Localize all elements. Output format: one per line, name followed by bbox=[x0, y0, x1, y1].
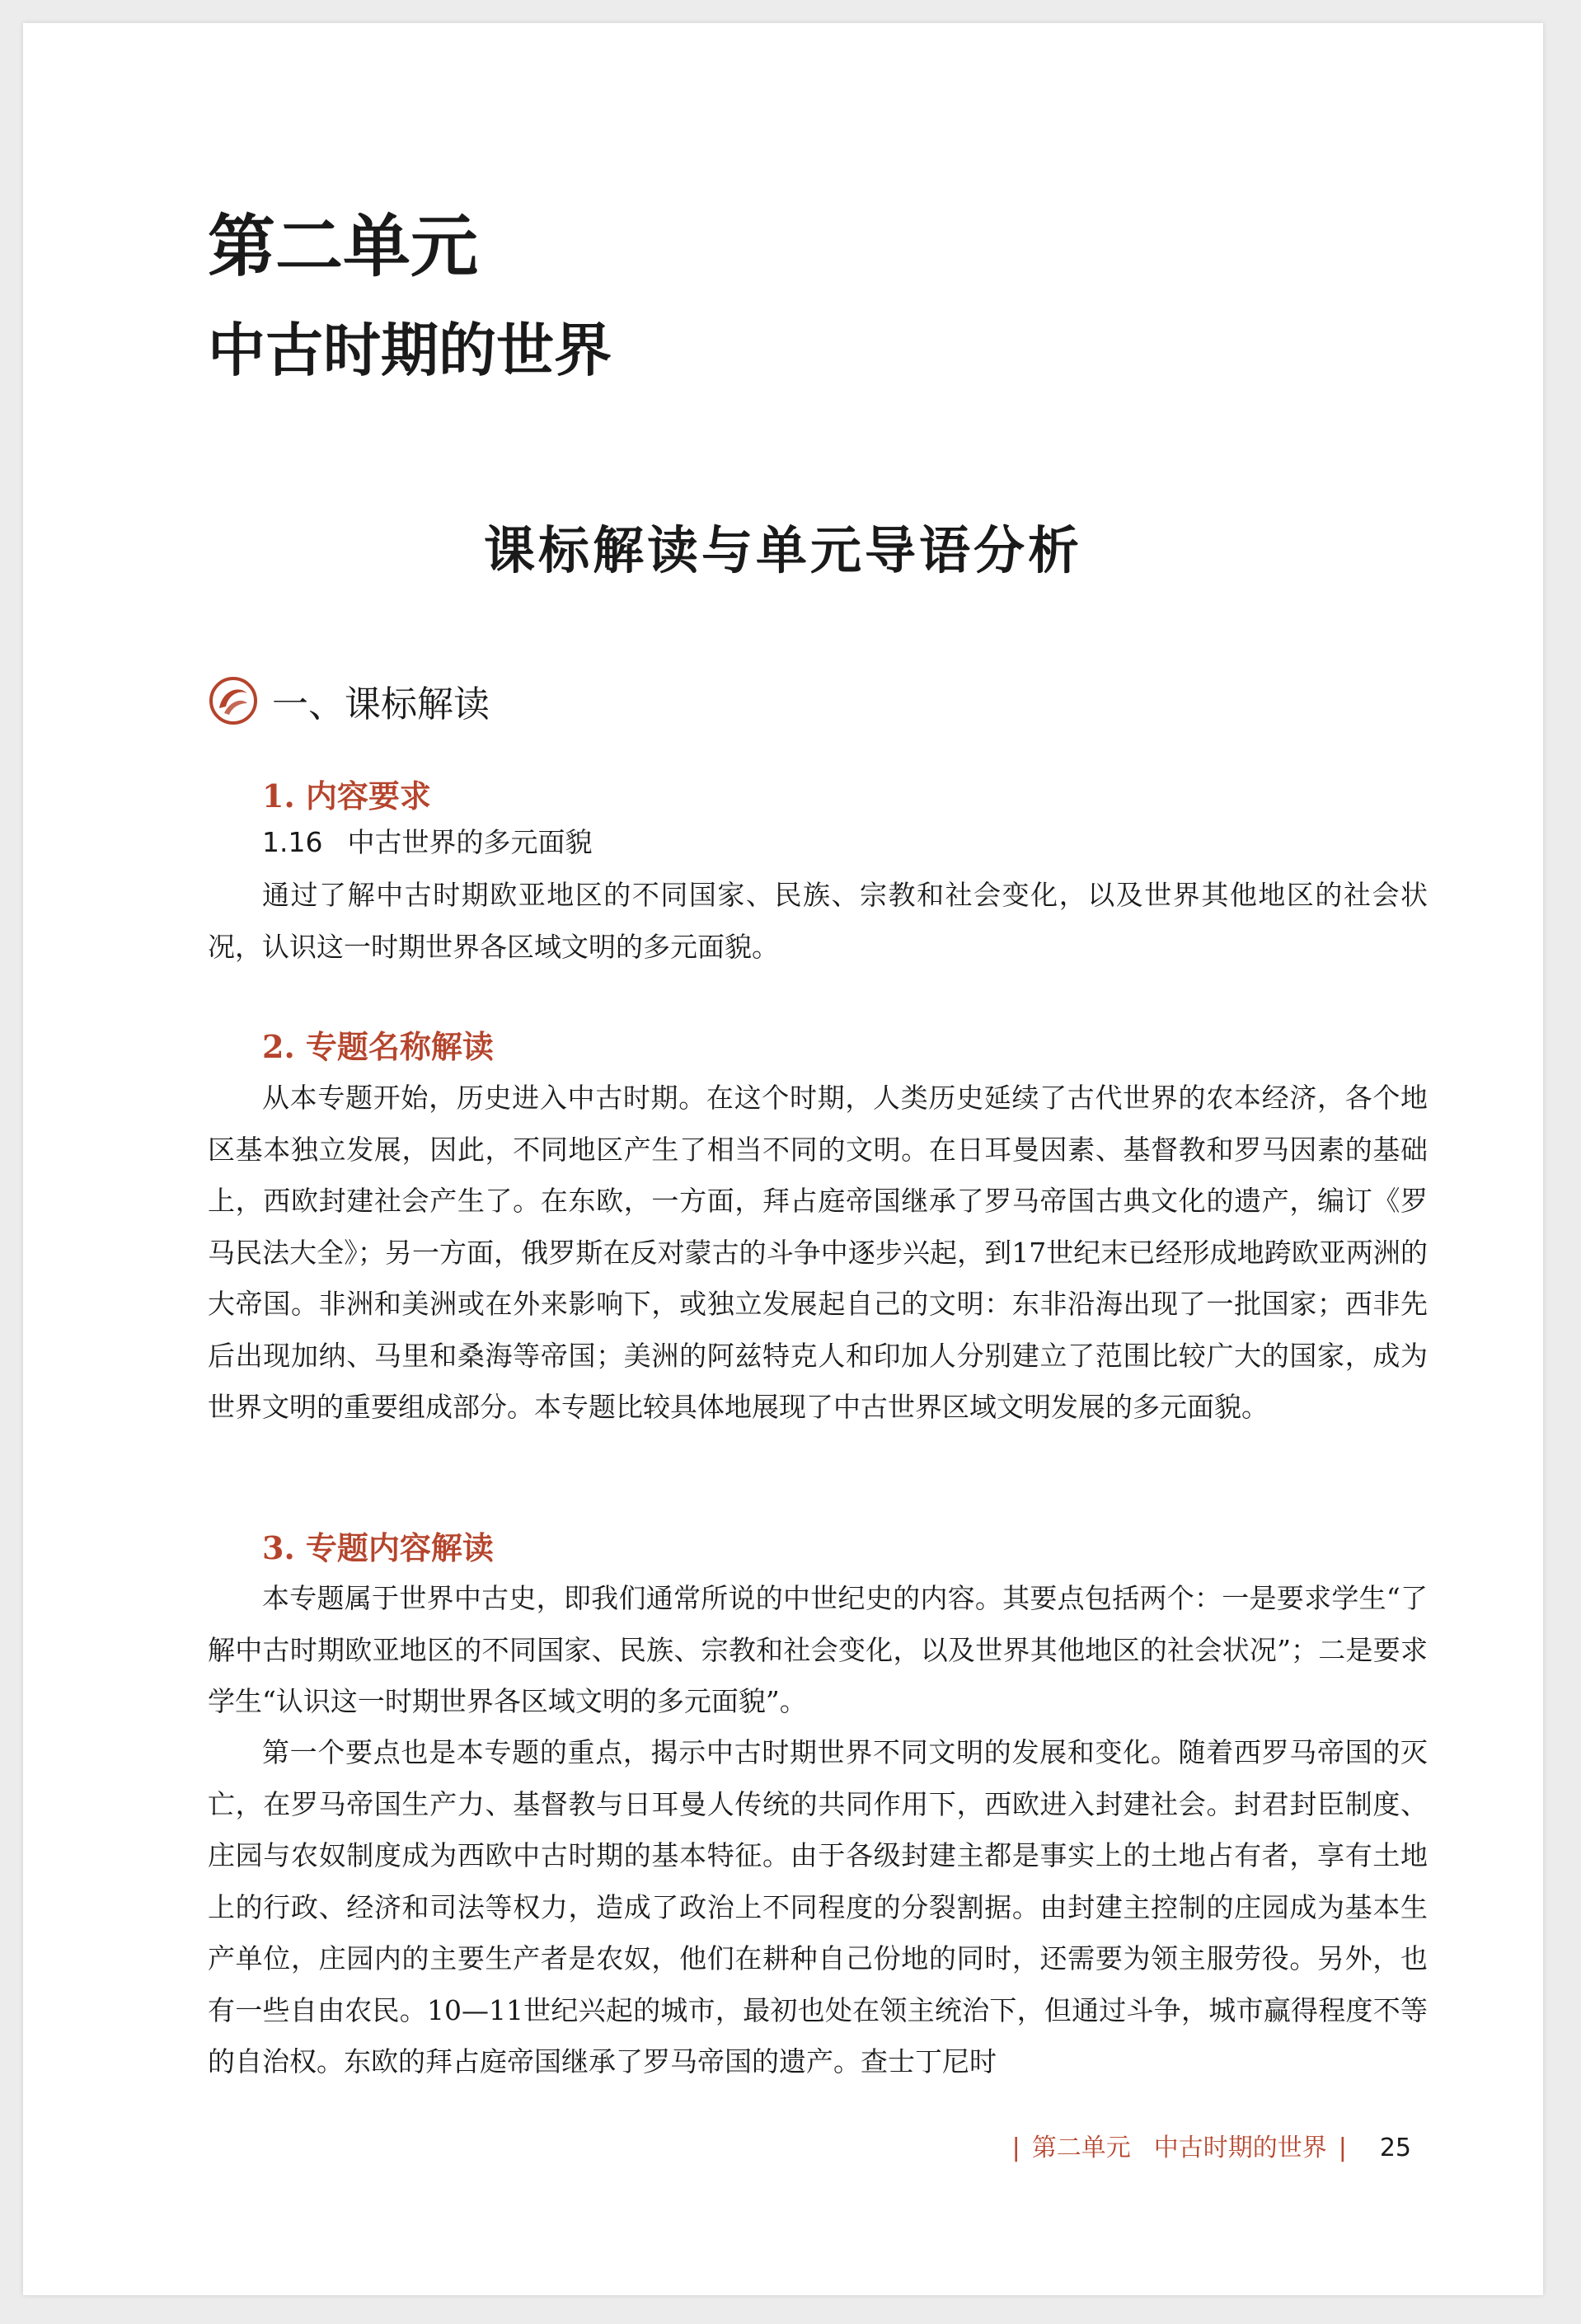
footer-divider: | bbox=[1338, 2134, 1347, 2162]
standard-title: 中古世界的多元面貌 bbox=[347, 826, 593, 858]
document-page bbox=[23, 23, 1543, 2295]
page-number: 25 bbox=[1379, 2134, 1411, 2162]
footer-unit-title: 中古时期的世界 bbox=[1153, 2134, 1327, 2162]
part-heading bbox=[208, 671, 490, 730]
paragraph-topic-name: 从本专题开始，历史进入中古时期。在这个时期，人类历史延续了古代世界的农本经济，各个地区基本独立发展，因此，不同地区产生了相当不同的文明。在日耳曼因素、基督教和罗马因素的基础上，西欧封建社会产生了。在东欧，一方面，拜占庭帝国继承了罗马帝国古典文化的遗产，编订《罗马民法大全》；另一方面，俄罗斯在反对蒙古的斗争中逐步兴起，到17世纪末已经形成地跨欧亚两洲的大帝国。非洲和美洲或在外来影响下，或独立发展起自己的文明：东非沿海出现了一批国家；西非先后出现加纳、马里和桑海等帝国；美洲的阿兹特克人和印加人分别建立了范围比较广大的国家，成为世界文明的重要组成部分。本专题比较具体地展现了中古世界区域文明发展的多元面貌。 bbox=[208, 1082, 1428, 1423]
page-footer bbox=[1001, 2132, 1411, 2165]
swirl-emblem-icon bbox=[208, 675, 259, 726]
part-heading-text: 一、课标解读 bbox=[272, 683, 490, 725]
standard-number: 1.16 bbox=[262, 826, 323, 858]
footer-divider: | bbox=[1011, 2134, 1020, 2162]
unit-label: 第二单元 bbox=[208, 208, 479, 286]
sub-heading-topic-name: 2. 专题名称解读 bbox=[262, 1028, 494, 1065]
sub-heading-content-requirements: 1. 内容要求 bbox=[262, 777, 431, 815]
paragraph-topic-content-1: 本专题属于世界中古史，即我们通常所说的中世纪史的内容。其要点包括两个：一是要求学生“了解中古时期欧亚地区的不同国家、民族、宗教和社会变化，以及世界其他地区的社会状况”；二是要求学生“认识这一时期世界各区域文明的多元面貌”。 bbox=[208, 1582, 1428, 1717]
section-title: 课标解读与单元导语分析 bbox=[483, 520, 1082, 580]
unit-title: 中古时期的世界 bbox=[208, 317, 612, 384]
standard-line bbox=[262, 819, 592, 866]
paragraph-topic-content-2: 第一个要点也是本专题的重点，揭示中古时期世界不同文明的发展和变化。随着西罗马帝国的灭亡，在罗马帝国生产力、基督教与日耳曼人传统的共同作用下，西欧进入封建社会。封君封臣制度、庄园与农奴制度成为西欧中古时期的基本特征。由于各级封建主都是事实上的土地占有者，享有土地上的行政、经济和司法等权力，造成了政治上不同程度的分裂割据。由封建主控制的庄园成为基本生产单位，庄园内的主要生产者是农奴，他们在耕种自己份地的同时，还需要为领主服劳役。另外，也有一些自由农民。10—11世纪兴起的城市，最初也处在领主统治下，但通过斗争，城市赢得程度不等的自治权。东欧的拜占庭帝国继承了罗马帝国的遗产。查士丁尼时 bbox=[208, 1736, 1428, 2078]
sub-heading-topic-content: 3. 专题内容解读 bbox=[262, 1529, 494, 1566]
footer-unit-label: 第二单元 bbox=[1031, 2134, 1131, 2162]
paragraph-content-requirements: 通过了解中古时期欧亚地区的不同国家、民族、宗教和社会变化，以及世界其他地区的社会状况，认识这一时期世界各区域文明的多元面貌。 bbox=[208, 879, 1428, 963]
